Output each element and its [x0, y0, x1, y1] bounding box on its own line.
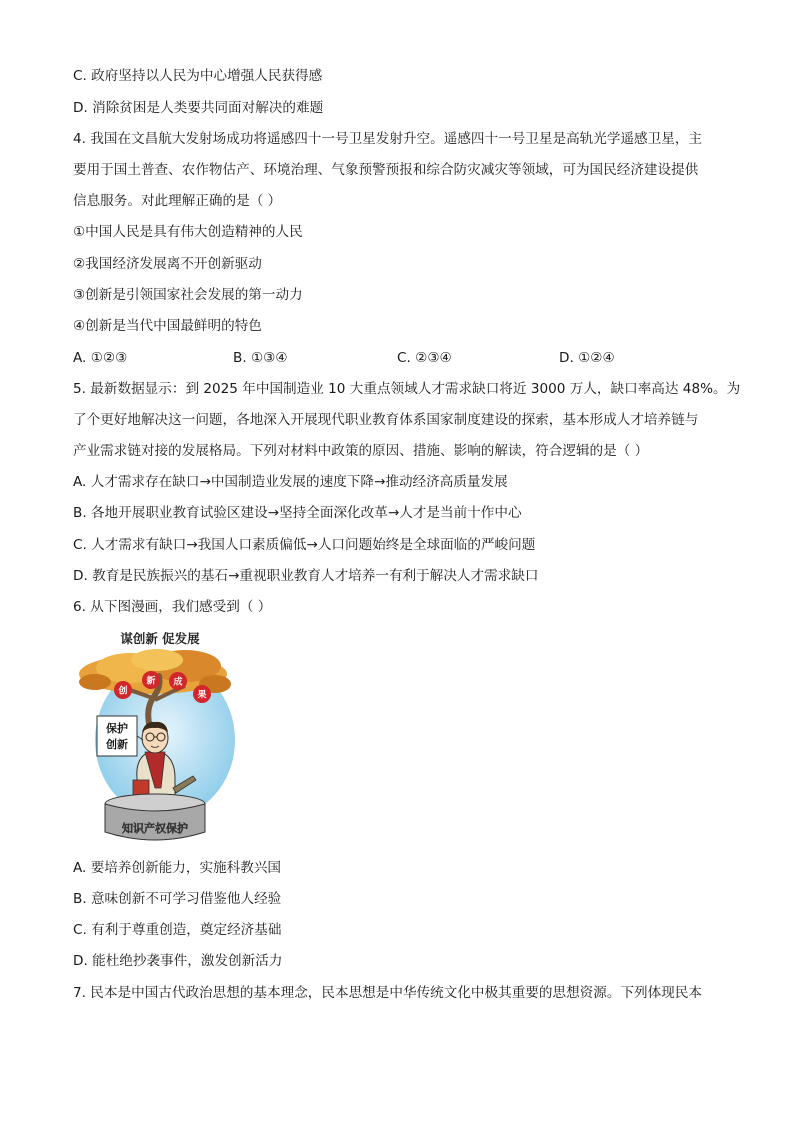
q4-statement-3: ③创新是引领国家社会发展的第一动力	[73, 287, 303, 303]
q5-stem-line3: 产业需求链对接的发展格局。下列对材料中政策的原因、措施、影响的解读，符合逻辑的是（ ）	[73, 443, 649, 459]
q5-option-b: B. 各地开展职业教育试验区建设→坚持全面深化改革→人才是当前十作中心	[73, 505, 522, 521]
q6-stem: 6. 从下图漫画，我们感受到（ ）	[73, 599, 272, 615]
q5-option-d: D. 教育是民族振兴的基石→重视职业教育人才培养一有利于解决人才需求缺口	[73, 568, 539, 584]
q6-option-a: A. 要培养创新能力，实施科教兴国	[73, 860, 282, 876]
q4-option-a: A. ①②③	[73, 350, 128, 366]
q4-statement-1: ①中国人民是具有伟大创造精神的人民	[73, 224, 303, 240]
q6-option-c: C. 有利于尊重创造，奠定经济基础	[73, 922, 282, 938]
fruit-label: 新	[146, 676, 156, 687]
innovation-cartoon	[75, 628, 245, 848]
q5-stem-line1: 5. 最新数据显示：到 2025 年中国制造业 10 大重点领域人才需求缺口将近 3000 万人，缺口率高达 48%。为	[73, 381, 741, 397]
q5-option-c: C. 人才需求有缺口→我国人口素质偏低→人口问题始终是全球面临的严峻问题	[73, 537, 536, 553]
q4-stem-line1: 4. 我国在文昌航大发射场成功将遥感四十一号卫星发射升空。遥感四十一号卫星是高轨光学遥感卫星，主	[73, 131, 703, 147]
cartoon-title: 谋创新 促发展	[120, 631, 200, 646]
q3-option-d: D. 消除贫困是人类要共同面对解决的难题	[73, 100, 324, 116]
q4-stem-line2: 要用于国土普查、农作物估产、环境治理、气象预警预报和综合防灾减灾等领域，可为国民经济建设提供	[73, 162, 699, 178]
q6-option-d: D. 能杜绝抄袭事件，激发创新活力	[73, 953, 283, 969]
svg-text:创新: 创新	[106, 738, 128, 751]
q5-option-a: A. 人才需求存在缺口→中国制造业发展的速度下降→推动经济高质量发展	[73, 474, 508, 490]
q4-statement-4: ④创新是当代中国最鲜明的特色	[73, 318, 262, 334]
q4-option-c: C. ②③④	[397, 350, 452, 366]
ip-protection-base	[105, 794, 205, 840]
svg-text:知识产权保护: 知识产权保护	[122, 822, 188, 835]
fruit-label: 果	[197, 690, 207, 701]
svg-text:保护: 保护	[106, 722, 128, 735]
q6-option-b: B. 意味创新不可学习借鉴他人经验	[73, 891, 282, 907]
fruit-label: 成	[173, 677, 183, 688]
q3-option-c: C. 政府坚持以人民为中心增强人民获得感	[73, 68, 323, 84]
q4-option-d: D. ①②④	[559, 350, 615, 366]
protect-innovation-sign	[97, 716, 143, 756]
q4-option-b: B. ①③④	[233, 350, 288, 366]
q4-statement-2: ②我国经济发展离不开创新驱动	[73, 256, 262, 272]
q4-stem-line3: 信息服务。对此理解正确的是（ ）	[73, 193, 282, 209]
q5-stem-line2: 了个更好地解决这一问题，各地深入开展现代职业教育体系国家制度建设的探索，基本形成人才培养链与	[73, 412, 699, 428]
fruit-label: 创	[118, 686, 128, 697]
q7-stem-line1: 7. 民本是中国古代政治思想的基本理念，民本思想是中华传统文化中极其重要的思想资源。下列体现民本	[73, 985, 703, 1001]
